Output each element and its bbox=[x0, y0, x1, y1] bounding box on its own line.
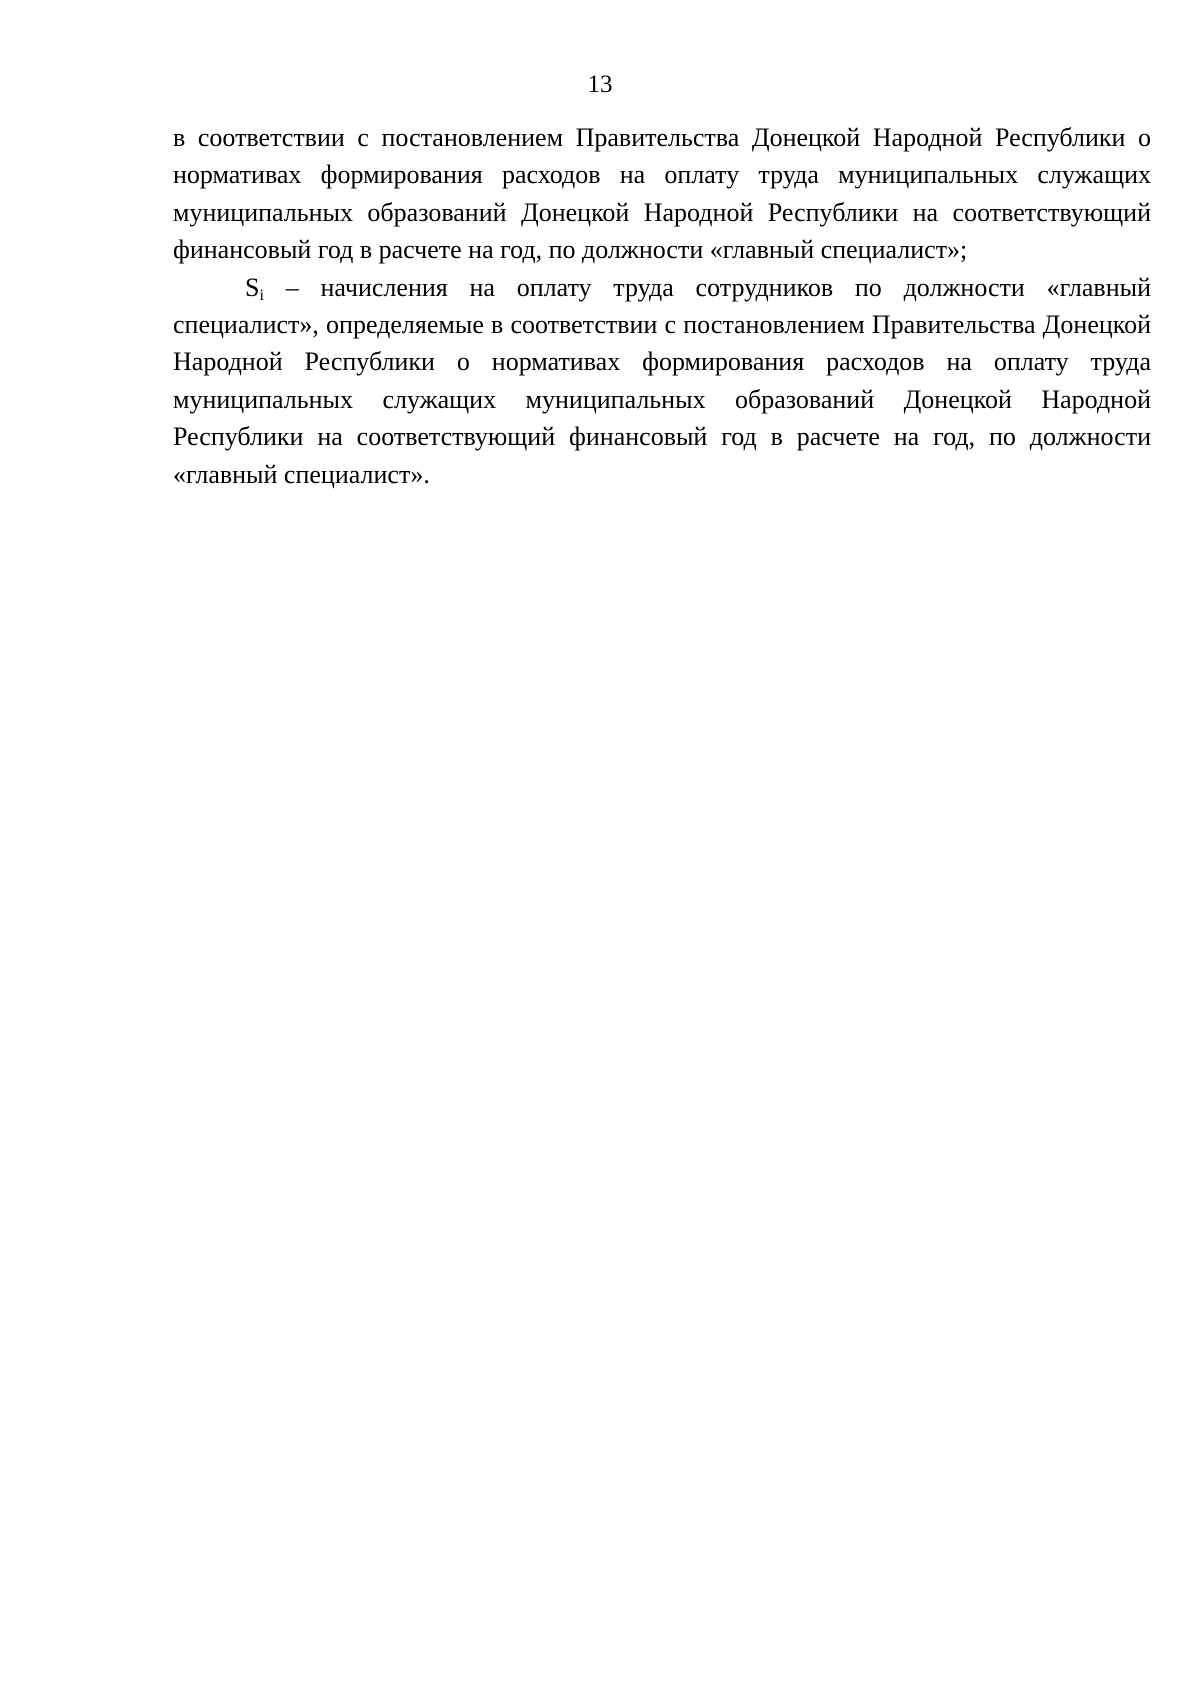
paragraph-continuation bbox=[173, 119, 1151, 269]
formula-subscript: i bbox=[259, 286, 264, 304]
document-body bbox=[173, 119, 1151, 493]
paragraph-text: в соответствии с постановлением Правительства Донецкой Народной Республики о нормативах формирования расходов на оплату труда муниципальных служащих муниципальных образований Донецкой Народной Республики на соответствующий финансовый год в расчете на год, по должности «главный специалист»; bbox=[173, 123, 1151, 265]
formula-symbol: S bbox=[245, 272, 260, 302]
paragraph-text: – начисления на оплату труда сотрудников по должности «главный специалист», определяемые в соответствии с постановлением Правительства Донецкой Народной Республики о нормативах формирования расходов на оплату труда муниципальных служащих муниципальных образований Донецкой Народной Республики на соответствующий финансовый год в расчете на год, по должности «главный специалист». bbox=[173, 272, 1151, 489]
page-number: 13 bbox=[587, 71, 613, 98]
paragraph-definition-si bbox=[173, 269, 1151, 493]
